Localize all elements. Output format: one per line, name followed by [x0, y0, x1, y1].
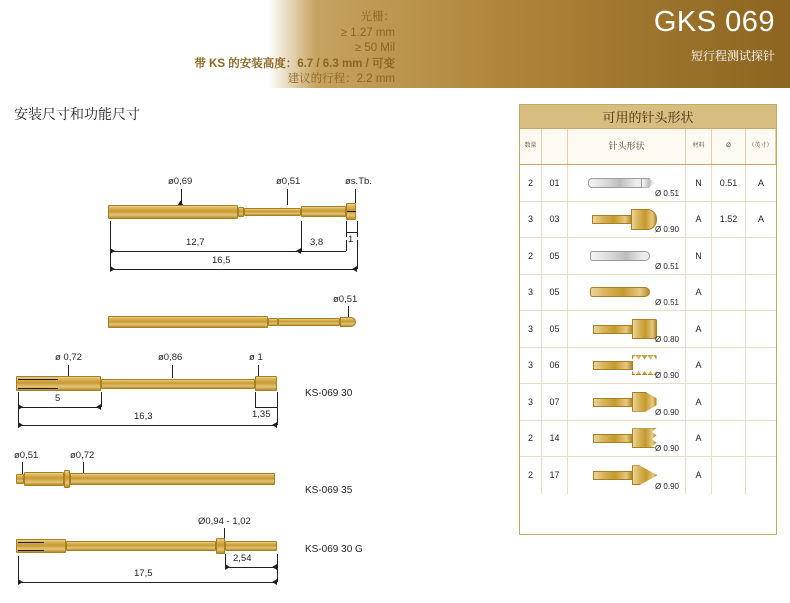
dim-line: [110, 269, 357, 270]
dim-label: øs.Tb.: [345, 176, 372, 187]
arrow: [110, 266, 115, 272]
ext-line: [255, 392, 256, 407]
dim-line: [18, 425, 277, 426]
cell-tip-shape: [568, 275, 686, 311]
dim-label: ø0,86: [158, 352, 183, 363]
dim-label: ø0,51: [14, 450, 39, 461]
cell-code: 03: [542, 202, 568, 238]
col-header-inch: （英寸）: [746, 129, 776, 164]
dim-line: [255, 407, 277, 408]
cell-code: 07: [542, 384, 568, 420]
cell-material: A: [686, 421, 712, 457]
arrow: [352, 266, 357, 272]
arrow: [272, 422, 277, 428]
cell-qty: 3: [520, 202, 542, 238]
header-spec-line: ≥ 1.27 mm: [340, 26, 395, 39]
tip-serrated-gold-icon: [593, 428, 661, 448]
tip-crown-multi-gold-icon: [593, 355, 661, 375]
ext-line: [277, 554, 278, 567]
tip-chisel-gold-icon: [593, 392, 661, 412]
arrow: [225, 564, 230, 570]
cell-inch: [746, 348, 776, 384]
ext-line: [277, 407, 278, 425]
header-title-block: [430, 6, 775, 64]
page-title: GKS 069: [653, 6, 775, 38]
cell-code: 05: [542, 238, 568, 274]
cell-code: 05: [542, 311, 568, 347]
pin-tip-detail: [347, 211, 356, 212]
leader-line: [355, 189, 356, 203]
table-row[interactable]: [520, 311, 776, 348]
pin-plunger: [278, 318, 340, 326]
dim-line: [18, 407, 101, 408]
pin-barrel: [108, 316, 268, 328]
tip-round-gold-icon: [590, 285, 664, 299]
dim-label: ø0,51: [276, 176, 301, 187]
slot-detail: [18, 550, 44, 551]
tip-shapes-table: [519, 104, 777, 535]
cell-material: A: [686, 457, 712, 494]
cell-qty: 3: [520, 384, 542, 420]
leader-line: [172, 365, 173, 378]
pin-tip-round: [340, 317, 356, 327]
socket-barrel: [101, 379, 255, 389]
tip-spear-gold-icon: [593, 465, 661, 485]
leader-line: [287, 189, 288, 205]
socket-end: [225, 541, 277, 551]
header-spec-line: 建议的行程：2.2 mm: [287, 73, 395, 85]
ext-line: [301, 221, 302, 251]
cell-other-dia: [712, 384, 746, 420]
ext-line: [101, 392, 102, 407]
cell-qty: 3: [520, 275, 542, 311]
ext-line: [277, 392, 278, 407]
cell-material: A: [686, 348, 712, 384]
ext-line: [110, 221, 111, 251]
ext-line: [277, 567, 278, 582]
dim-line: [301, 251, 346, 252]
arrow: [96, 404, 101, 410]
arrow: [18, 422, 23, 428]
cell-inch: A: [757, 214, 764, 225]
tip-dome-gold-icon: [592, 208, 662, 230]
cell-inch: [746, 384, 776, 420]
table-row[interactable]: [520, 202, 776, 239]
dim-label: 12,7: [186, 237, 205, 248]
table-title: 可用的针头形状: [520, 105, 776, 129]
arrow: [272, 579, 277, 585]
cell-other-dia: [712, 311, 746, 347]
cell-tip-shape: [568, 457, 686, 494]
cell-qty: 3: [520, 311, 542, 347]
dim-line: [225, 567, 277, 568]
slot-detail: [18, 542, 44, 543]
section-title: 安装尺寸和功能尺寸: [14, 106, 140, 122]
socket-flange: [216, 538, 225, 554]
cell-other-dia: [712, 421, 746, 457]
col-header-other-spec: Ø: [712, 129, 746, 164]
tip-diameter: Ø 0.51: [654, 261, 679, 271]
drawing-label: KS-069 30: [305, 388, 353, 399]
cell-tip-shape: [568, 421, 686, 457]
cell-code: 14: [542, 421, 568, 457]
table-row[interactable]: [520, 238, 776, 275]
dim-label: ø 1: [249, 352, 263, 363]
arrow: [18, 579, 23, 585]
cell-inch: [746, 311, 776, 347]
socket-tail: [16, 474, 24, 484]
pin-barrel: [108, 205, 238, 219]
tip-diameter: Ø 0.90: [654, 371, 679, 380]
table-row[interactable]: [520, 457, 776, 494]
cell-material: N: [686, 238, 712, 274]
col-header-material: 材料: [686, 129, 712, 164]
dim-label: ø0,72: [70, 450, 95, 461]
tip-pointed-round-silver-icon: [588, 176, 666, 190]
tip-diameter: Ø 0.51: [654, 188, 679, 198]
tip-diameter: Ø 0.51: [654, 298, 679, 307]
dim-label: ø 0,72: [55, 352, 82, 363]
table-row[interactable]: [520, 421, 776, 458]
dim-label: 16,3: [134, 411, 153, 422]
cell-other-dia: [712, 238, 746, 274]
cell-tip-shape: [568, 202, 686, 238]
cell-material: A: [686, 202, 712, 238]
table-row[interactable]: [520, 348, 776, 385]
cell-code: 17: [542, 457, 568, 494]
col-header-shape: 针头形状: [568, 129, 686, 164]
slot-detail: [18, 379, 58, 380]
cell-qty: 2: [520, 165, 542, 201]
dim-label: 1,35: [252, 409, 271, 420]
cell-inch: A: [757, 177, 764, 188]
tip-diameter: Ø 0.80: [654, 334, 679, 344]
dim-line: [18, 582, 277, 583]
dim-label: 17,5: [134, 568, 153, 579]
cell-qty: 2: [520, 238, 542, 274]
dim-label: 1: [348, 234, 354, 245]
pin-midsection: [244, 208, 301, 216]
cell-tip-shape: [568, 348, 686, 384]
cell-other-dia: [712, 348, 746, 384]
tip-diameter: Ø 0.90: [654, 444, 679, 453]
dim-label: 5: [55, 393, 61, 404]
ext-line: [346, 240, 347, 251]
drawing-label: KS-069 35: [305, 485, 353, 496]
cell-material: A: [686, 275, 712, 311]
cell-tip-shape: [568, 311, 686, 347]
dim-label: ø0,69: [168, 176, 193, 187]
tip-round-silver-icon: [590, 249, 664, 263]
cell-qty: 3: [520, 348, 542, 384]
dim-label: Ø0,94 - 1,02: [198, 516, 251, 527]
pin-step: [268, 318, 278, 326]
dim-label: ø0,51: [333, 294, 358, 305]
pin-plunger: [301, 206, 346, 217]
cell-qty: 2: [520, 457, 542, 494]
leader-line: [348, 306, 349, 317]
cell-tip-shape: [568, 165, 686, 201]
tip-diameter: Ø 0.90: [654, 481, 679, 491]
drawing-label: KS-069 30 G: [305, 544, 363, 555]
ext-line: [346, 221, 347, 237]
dim-line: [346, 232, 357, 233]
cell-tip-shape: [568, 238, 686, 274]
tip-diameter: Ø 0.90: [654, 407, 679, 417]
socket-knurl: [24, 472, 64, 486]
tip-flat-gold-icon: [593, 319, 661, 339]
cell-code: 01: [542, 165, 568, 201]
dim-line: [110, 251, 301, 252]
cell-material: N: [686, 165, 712, 201]
slot-detail: [18, 388, 58, 389]
cell-other-dia: [712, 275, 746, 311]
dim-label: 3,8: [310, 237, 324, 248]
dim-label: 16,5: [212, 255, 231, 266]
cell-inch: [746, 238, 776, 274]
cell-other-dia: 1.52: [712, 202, 746, 238]
socket-barrel: [66, 541, 216, 551]
cell-code: 06: [542, 348, 568, 384]
cell-material: A: [686, 384, 712, 420]
cell-other-dia: 0.51: [712, 165, 746, 201]
tip-diameter: Ø 0.90: [654, 225, 679, 234]
table-row[interactable]: [520, 275, 776, 312]
header-spec-line: ≥ 50 Mil: [354, 42, 395, 54]
cell-inch: [746, 421, 776, 457]
col-header-qty: 数量: [520, 129, 542, 164]
cell-tip-shape: [568, 384, 686, 420]
header-spec-line: 带 KS 的安装高度：6.7 / 6.3 mm / 可变: [194, 57, 395, 70]
page-header: [0, 0, 790, 88]
socket-barrel: [70, 473, 275, 485]
cell-inch: [746, 275, 776, 311]
table-row[interactable]: [520, 165, 776, 202]
cell-other-dia: [712, 457, 746, 494]
header-specs: [65, 10, 395, 88]
header-spec-line: 光栅：: [360, 11, 395, 23]
cell-inch: [746, 457, 776, 494]
cell-code: 05: [542, 275, 568, 311]
col-header-code: [542, 129, 568, 164]
dim-label: 2,54: [233, 553, 252, 564]
table-row[interactable]: [520, 384, 776, 421]
leader-line: [22, 462, 23, 474]
cell-material: A: [686, 311, 712, 347]
table-header-row: [520, 129, 776, 165]
ext-line: [357, 240, 358, 269]
socket-end: [255, 376, 277, 391]
cell-qty: 2: [520, 421, 542, 457]
ext-line: [357, 221, 358, 237]
page-subtitle: 短行程测试探针: [690, 49, 775, 63]
